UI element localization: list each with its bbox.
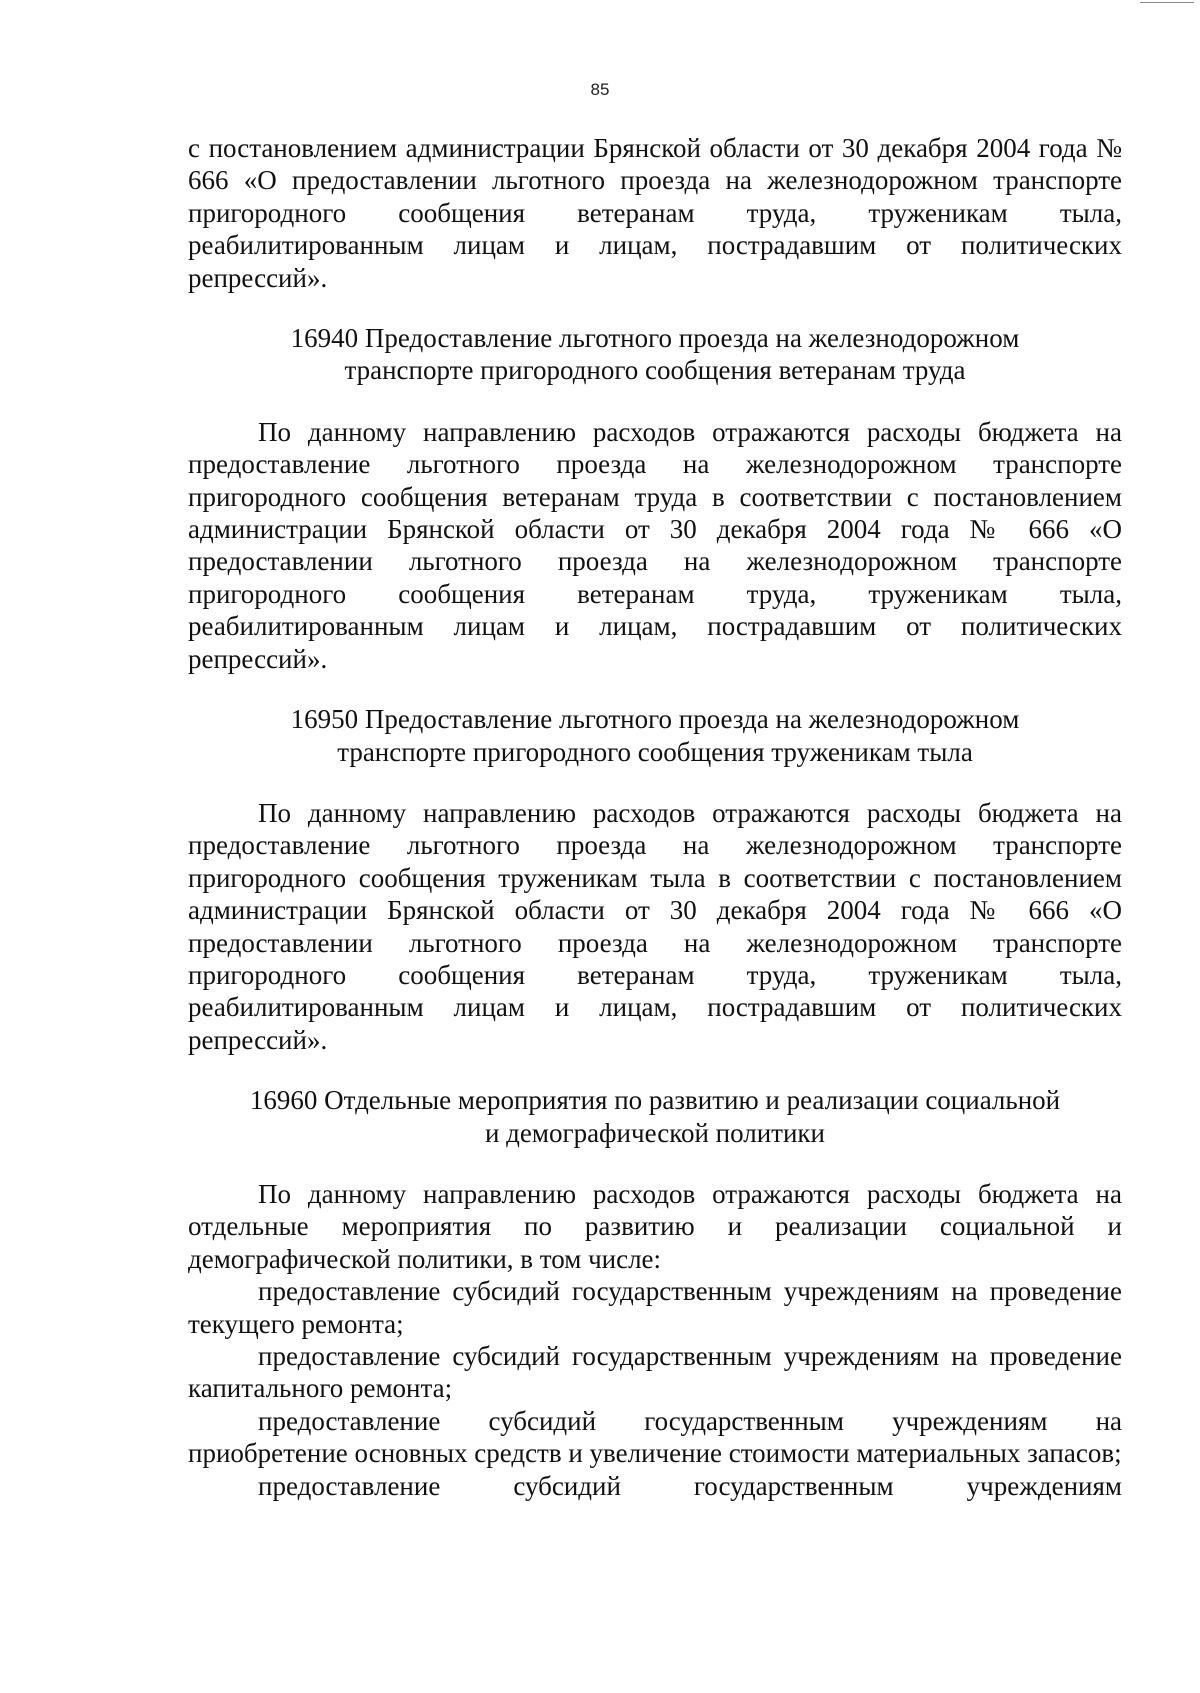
heading-line: 16940 Предоставление льготного проезда на железнодорожном xyxy=(290,323,1020,354)
heading-line: 16950 Предоставление льготного проезда на железнодорожном xyxy=(290,704,1020,735)
section-heading-16950 xyxy=(188,703,1122,768)
word: государственным xyxy=(693,1470,894,1501)
section-heading-16960 xyxy=(188,1084,1122,1149)
list-item: предоставление субсидий государственным учреждениям на проведение текущего ремонта; xyxy=(188,1276,1122,1339)
scan-edge-mark xyxy=(1140,2,1194,3)
heading-line: транспорте пригородного сообщения труженикам тыла xyxy=(337,736,973,767)
list-item: предоставление субсидий государственным учреждениям на проведение капитального ремонта; xyxy=(188,1341,1122,1404)
section-body-16960: По данному направлению расходов отражаются расходы бюджета на отдельные мероприятия по развитию и реализации социальной и демографической политики, в том числе: xyxy=(188,1178,1122,1274)
word: предоставление xyxy=(258,1470,441,1501)
document-body xyxy=(188,132,1122,1502)
section-heading-16940 xyxy=(188,322,1122,387)
intro-paragraph: с постановлением администрации Брянской области от 30 декабря 2004 года № 666 «О предоставлении льготного проезда на железнодорожном транспорте пригородного сообщения ветеранам труда, труженикам тыла, реабилитированным лицам и лицам, пострадавшим от политических репрессий». xyxy=(188,133,1122,293)
list-item-continued xyxy=(188,1470,1122,1502)
list-item: предоставление субсидий государственным учреждениям на приобретение основных средств и увеличение стоимости материальных запасов; xyxy=(188,1405,1122,1469)
section-body-16950: По данному направлению расходов отражаются расходы бюджета на предоставление льготного проезда на железнодорожном транспорте пригородного сообщения труженикам тыла в соответствии с постановлением администрации Брянской области от 30 декабря 2004 года № 666 «О предоставлении льготного проезда на железнодорожном транспорте пригородного сообщения ветеранам труда, труженикам тыла, реабилитированным лицам и лицам, пострадавшим от политических репрессий». xyxy=(188,797,1122,1055)
page-number: 85 xyxy=(590,80,610,99)
word: субсидий xyxy=(513,1470,621,1501)
section-body-16940: По данному направлению расходов отражаются расходы бюджета на предоставление льготного проезда на железнодорожном транспорте пригородного сообщения ветеранам труда в соответствии с постановлением администрации Брянской области от 30 декабря 2004 года № 666 «О предоставлении льготного проезда на железнодорожном транспорте пригородного сообщения ветеранам труда, труженикам тыла, реабилитированным лицам и лицам, пострадавшим от политических репрессий». xyxy=(188,416,1122,674)
heading-line: транспорте пригородного сообщения ветеранам труда xyxy=(344,355,966,386)
word: учреждениям xyxy=(966,1470,1122,1501)
heading-line: и демографической политики xyxy=(484,1117,825,1148)
heading-line: 16960 Отдельные мероприятия по развитию и реализации социальной xyxy=(249,1085,1061,1116)
